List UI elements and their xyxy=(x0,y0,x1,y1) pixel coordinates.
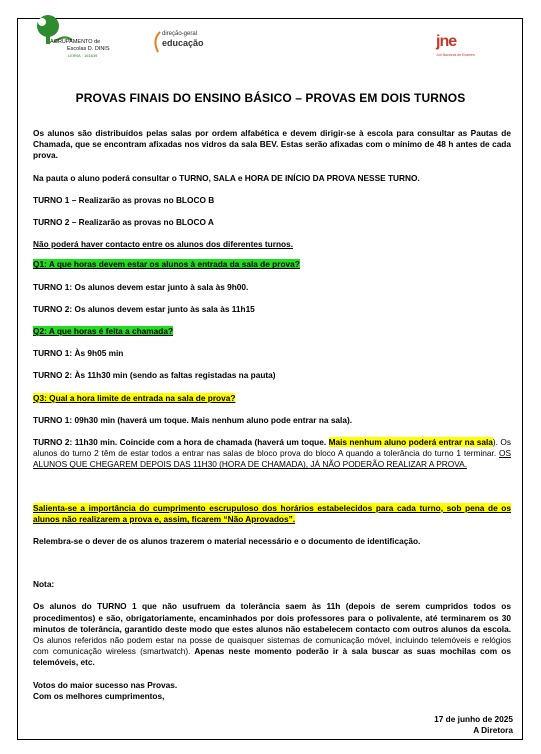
question-2: Q2: A que horas é feita a chamada? xyxy=(33,326,174,337)
q3-answer-turno2-warning: OS ALUNOS QUE CHEGAREM DEPOIS DAS 11H30 (HORA DE CHAMADA), JÁ NÃO PODERÃO REALIZAR A PROVA. xyxy=(33,448,511,470)
signature-role: A Diretora xyxy=(473,725,513,736)
jne-logo-caption: Júri Nacional de Exames xyxy=(436,53,475,57)
relembra-paragraph: Relembra-se o dever de os alunos trazerem o material necessário e o documento de identificação. xyxy=(33,536,421,547)
header-logos xyxy=(0,0,541,80)
school-logo-line1: AGRUPAMENTO de xyxy=(50,39,101,45)
nota-label: Nota: xyxy=(33,579,55,590)
document-body xyxy=(33,128,511,702)
school-logo-line3: LEIRIA · 161639 xyxy=(68,53,98,58)
dge-swoosh-icon xyxy=(152,30,162,54)
page-title: PROVAS FINAIS DO ENSINO BÁSICO – PROVAS EM DOIS TURNOS xyxy=(75,91,466,105)
q3-answer-turno2-detail: ). Os alunos do turno 2 têm de estar todos a entrar nas salas de bloco prova do bloco A quando a tolerância do turno 1 terminar. xyxy=(33,437,511,459)
q3-answer-turno2-start: TURNO 2: 11h30 min. Coincide com a hora de chamada (haverá um toque. xyxy=(33,437,329,448)
turno1-line: TURNO 1 – Realizarão as provas no BLOCO B xyxy=(33,194,215,205)
school-logo xyxy=(20,10,120,66)
salienta-paragraph: Salienta-se a importância do cumprimento escrupuloso dos horários estabelecidos para cada turno, sob pena de os alunos não realizarem a prova e, assim, ficarem “Não Aprovados”. xyxy=(33,502,511,524)
question-1: Q1: A que horas devem estar os alunos à entrada da sala de prova? xyxy=(33,259,300,270)
document-date: 17 de junho de 2025 xyxy=(434,714,513,724)
dge-logo-line2: educação xyxy=(162,38,204,48)
votos-line: Votos do maior sucesso nas Provas. xyxy=(33,679,178,690)
signature-block xyxy=(434,714,513,736)
dge-logo-line1: direção-geral xyxy=(162,31,198,37)
dge-logo xyxy=(152,30,222,60)
nota-text: Os alunos do TURNO 1 que não usufruem da tolerância saem às 11h (depois de serem cumpridos todos os procedimentos) e são, obrigatoriamente, encaminhados por dois professores para o polivalente, até terminarem os 30 minutos de tolerância, garantido deste modo que estes alunos não estabelecem contacto com outros alunos da escola. xyxy=(33,601,511,634)
q1-answer-turno1: TURNO 1: Os alunos devem estar junto à sala às 9h00. xyxy=(33,281,249,292)
intro-paragraph: Os alunos são distribuídos pelas salas por ordem alfabética e devem dirigir-se à escola para consultar as Pautas de Chamada, que se encontram afixadas nos vidros da sala BEV. Estas serão afixadas com o mínimo de 48 h antes de cada prova. xyxy=(33,128,511,161)
turno2-line: TURNO 2 – Realizarão as provas no BLOCO A xyxy=(33,217,214,228)
q1-answer-turno2: TURNO 2: Os alunos devem estar junto às sala às 11h15 xyxy=(33,303,255,314)
q3-answer-turno2 xyxy=(33,437,511,471)
cumprimentos-line: Com os melhores cumprimentos, xyxy=(33,690,165,701)
school-logo-line2: Escolas D. DINIS xyxy=(67,46,110,52)
nota-end: Apenas neste momento poderão ir à sala buscar as suas mochilas com os telemóveis, etc. xyxy=(33,646,511,668)
question-3: Q3: Qual a hora limite de entrada na sala de prova? xyxy=(33,392,236,403)
nota-paragraph xyxy=(33,601,511,668)
jne-logo-mark: jne xyxy=(436,33,457,50)
no-contact-line: Não poderá haver contacto entre os alunos dos diferentes turnos. xyxy=(33,239,294,250)
jne-logo xyxy=(432,33,475,63)
q2-answer-turno1: TURNO 1: Às 9h05 min xyxy=(33,348,124,359)
nota-devices: Os alunos referidos não podem estar na posse de quaisquer sistemas de comunicação móvel, incluindo telemóveis e relógios com comunicação wireless (smartwatch). xyxy=(33,635,511,657)
q3-answer-turno1: TURNO 1: 09h30 min (haverá um toque. Mais nenhum aluno pode entrar na sala). xyxy=(33,414,353,425)
q3-answer-turno2-highlight: Mais nenhum aluno poderá entrar na sala xyxy=(328,437,493,448)
pauta-paragraph: Na pauta o aluno poderá consultar o TURNO, SALA e HORA DE INÍCIO DA PROVA NESSE TURNO. xyxy=(33,172,420,183)
q2-answer-turno2: TURNO 2: Às 11h30 min (sendo as faltas registadas na pauta) xyxy=(33,370,276,381)
